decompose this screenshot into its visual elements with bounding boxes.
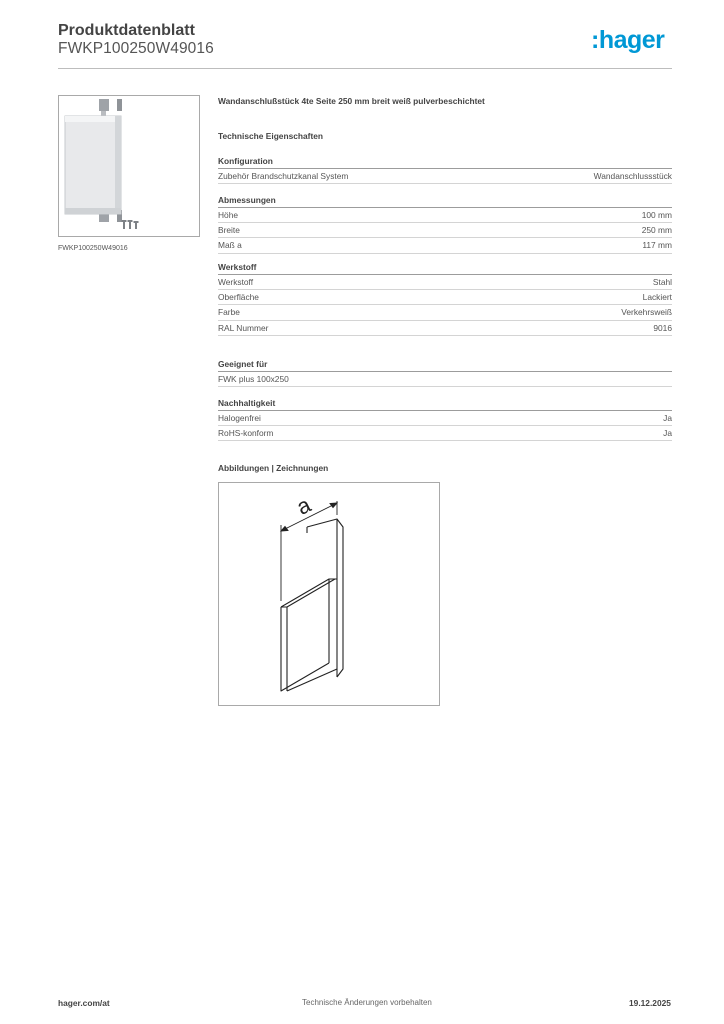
spec-value: Stahl (652, 277, 672, 287)
section-konfiguration (218, 154, 672, 184)
section-abmessungen (218, 193, 672, 254)
spec-row (218, 426, 672, 441)
spec-label: Zubehör Brandschutzkanal System (218, 171, 349, 181)
spec-row (218, 372, 672, 387)
spec-row (218, 223, 672, 238)
spec-value: Ja (663, 428, 672, 439)
section-geeignet (218, 357, 672, 387)
dimension-label-a: a (292, 491, 315, 520)
section-nachhaltigkeit (218, 396, 672, 441)
spec-row (218, 208, 672, 223)
spec-row (218, 321, 672, 336)
spec-value: Lackiert (642, 292, 672, 303)
section-heading: Konfiguration (218, 154, 672, 169)
spec-row (218, 169, 672, 184)
spec-label: Maß a (218, 240, 242, 251)
spec-label: RAL Nummer (218, 322, 269, 333)
spec-label: Werkstoff (218, 277, 254, 287)
spec-value: Verkehrsweiß (621, 307, 672, 318)
tech-properties-heading: Technische Eigenschaften (218, 131, 324, 141)
spec-label: Oberfläche (218, 292, 259, 303)
spec-row (218, 411, 672, 426)
header-divider (58, 68, 672, 69)
figures-heading: Abbildungen | Zeichnungen (218, 463, 329, 473)
spec-label: FWK plus 100x250 (218, 374, 289, 384)
product-description: Wandanschlußstück 4te Seite 250 mm breit weiß pulverbeschichtet (218, 96, 485, 106)
spec-label: Höhe (218, 210, 239, 220)
spec-value: 117 mm (642, 240, 672, 251)
section-heading: Abmessungen (218, 193, 672, 208)
product-code: FWKP100250W49016 (58, 40, 214, 57)
spec-value: 250 mm (641, 225, 672, 236)
hager-logo-text: :hager (591, 26, 665, 54)
spec-row (218, 275, 672, 290)
section-heading: Werkstoff (218, 260, 672, 275)
footer-date: 19.12.2025 (629, 998, 671, 1008)
section-werkstoff (218, 260, 672, 336)
spec-value: Ja (663, 413, 672, 423)
technical-drawing (218, 482, 440, 706)
spec-label: Farbe (218, 307, 240, 318)
spec-value: 100 mm (641, 210, 672, 220)
spec-row (218, 305, 672, 320)
spec-row (218, 290, 672, 305)
spec-row (218, 238, 672, 253)
spec-value: 9016 (653, 322, 672, 333)
footer-website-link[interactable]: hager.com/at (58, 998, 110, 1008)
hager-logo (591, 26, 675, 58)
section-heading: Geeignet für (218, 357, 672, 372)
footer-notice: Technische Änderungen vorbehalten (302, 998, 432, 1007)
product-photo-illustration (59, 96, 199, 236)
technical-drawing-svg (219, 483, 439, 705)
spec-label: Halogenfrei (218, 413, 261, 423)
spec-value: Wandanschlussstück (593, 171, 672, 181)
product-image (58, 95, 200, 237)
product-image-caption: FWKP100250W49016 (58, 245, 128, 252)
spec-label: RoHS-konform (218, 428, 274, 439)
page-title: Produktdatenblatt (58, 22, 195, 39)
spec-label: Breite (218, 225, 240, 236)
section-heading: Nachhaltigkeit (218, 396, 672, 411)
